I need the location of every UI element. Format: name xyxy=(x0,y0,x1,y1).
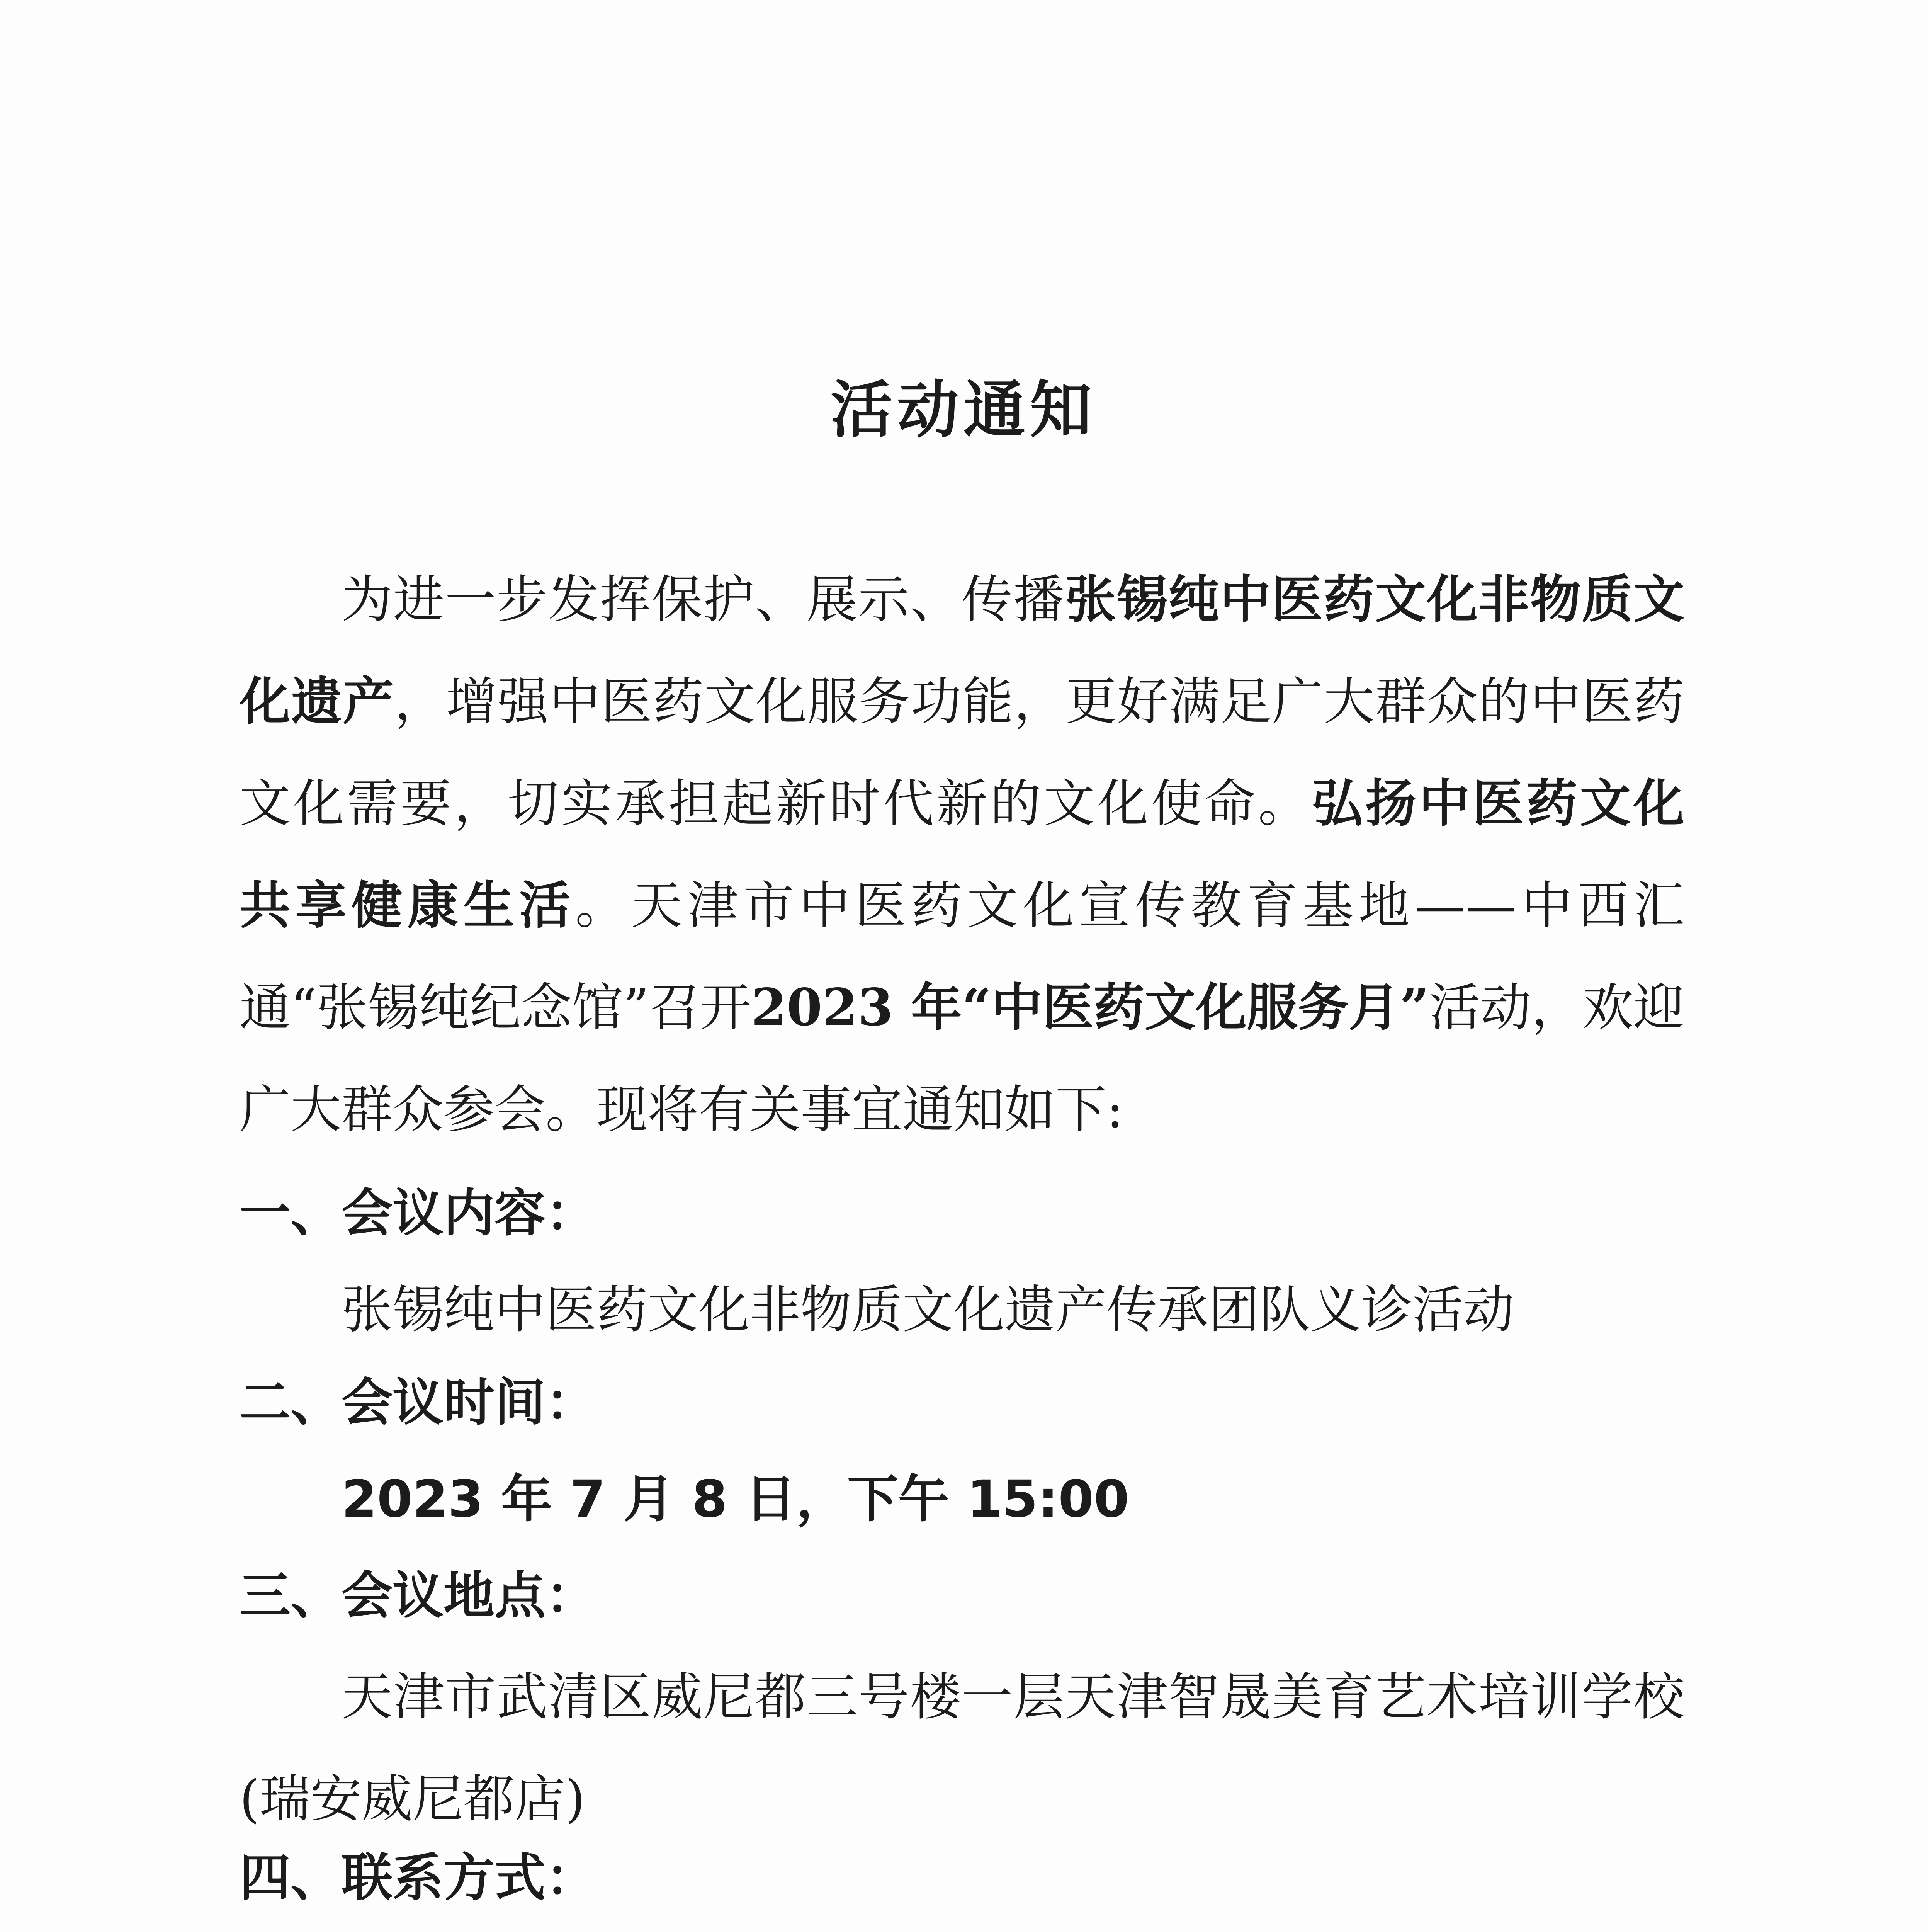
section-time-heading: 二、会议时间： xyxy=(240,1373,596,1432)
intro-text-1: 为进一步发挥保护、展示、传播 xyxy=(342,570,1065,629)
section-content-text: 张锡纯中医药文化非物质文化遗产传承团队义诊活动 xyxy=(342,1280,1514,1340)
intro-bold-year: 2023 年 xyxy=(751,978,962,1037)
document-title: 活动通知 xyxy=(830,373,1096,446)
section-place-heading: 三、会议地点： xyxy=(240,1566,596,1626)
section-content-heading: 一、会议内容： xyxy=(240,1184,596,1243)
section-place-text: 天津市武清区威尼都三号楼一层天津智晟美育艺术培训学校(瑞安威尼都店) xyxy=(240,1667,1684,1829)
intro-text-2: ，增强中医药文化服务功能，更好满足广大群众的中医药文化需要，切实承担起新时代新的文化使命。 xyxy=(240,672,1685,833)
intro-text-3: 。天津市中医药文化宣传教育基地——中西汇通“张锡纯纪念馆”召开 xyxy=(240,876,1684,1037)
section-contact-heading: 四、联系方式： xyxy=(240,1848,596,1908)
section-time-text: 2023 年 7 月 8 日，下午 15:00 xyxy=(342,1469,1129,1529)
intro-bold-slogan: 弘扬中医药文化 共享健康生活 xyxy=(240,774,1685,935)
intro-bold-heritage: 张锡纯中医药文化非物质文化遗产 xyxy=(240,570,1685,731)
intro-bold-event: “中医药文化服务月” xyxy=(962,978,1429,1037)
intro-paragraph xyxy=(240,549,1684,1161)
intro-text-4: 活动，欢迎广大群众参会。现将有关事宜通知如下: xyxy=(240,978,1685,1139)
